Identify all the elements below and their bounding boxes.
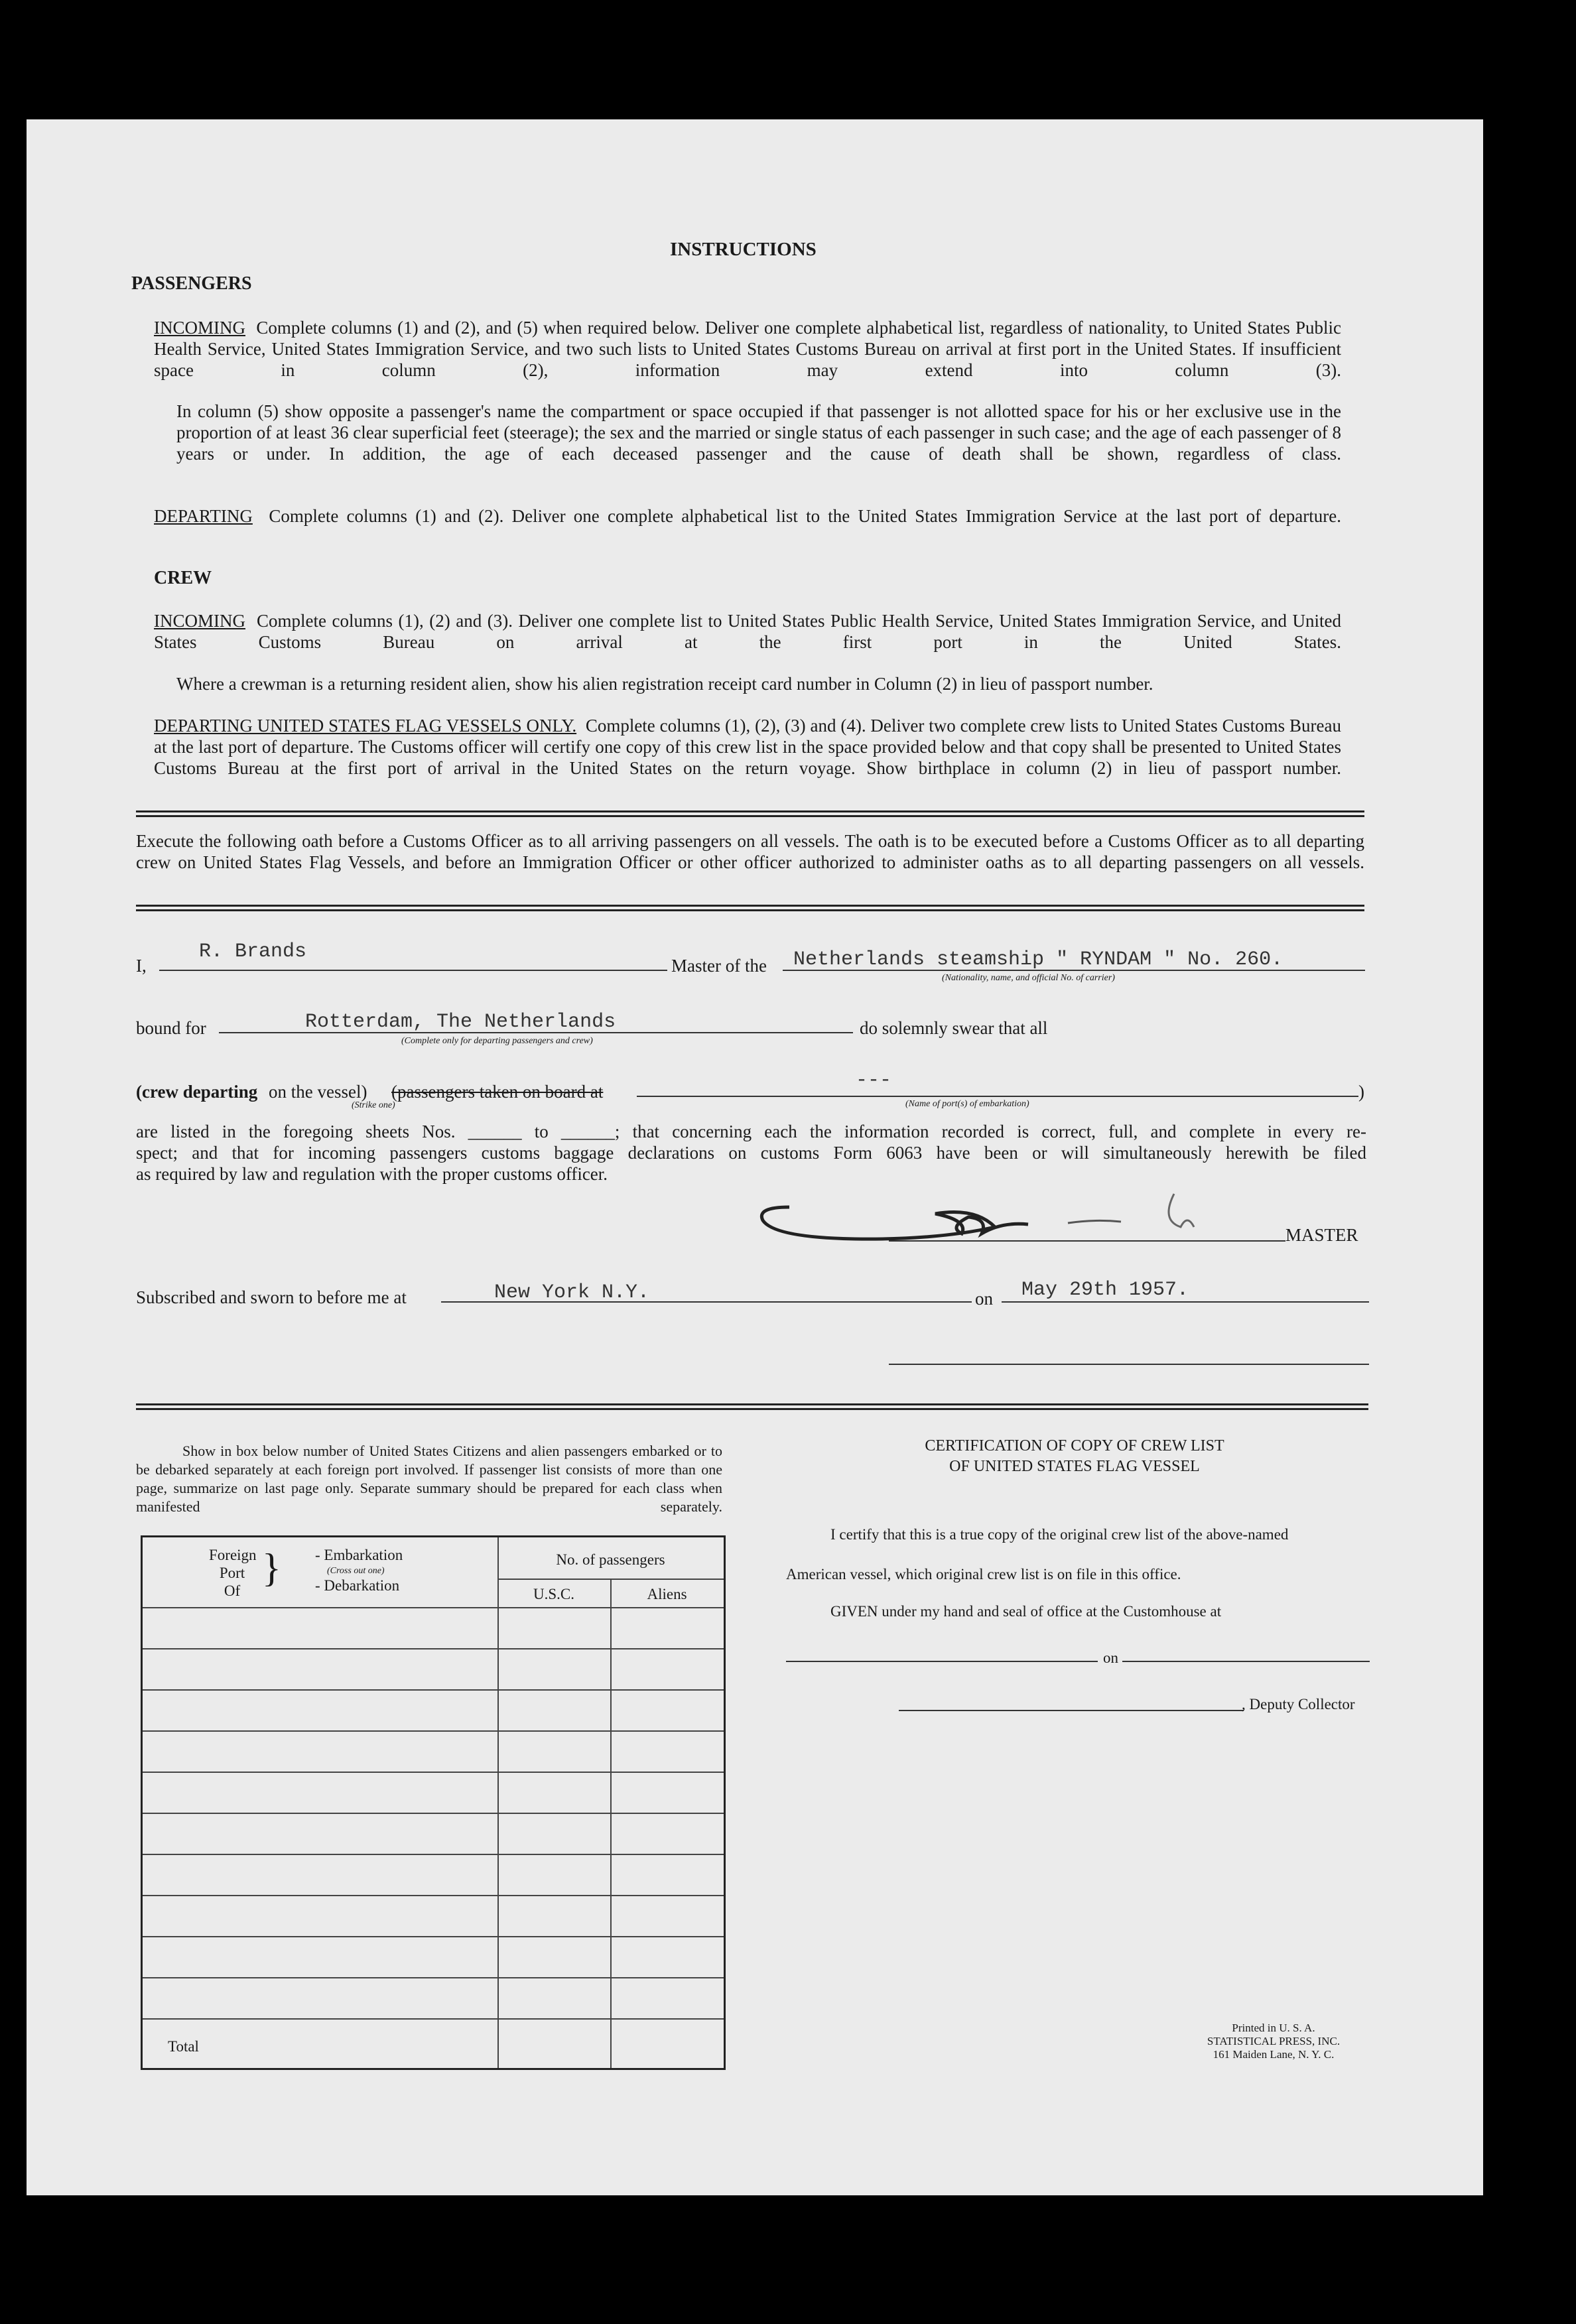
brace-icon: } [262, 1546, 281, 1590]
crewman-paragraph: Where a crewman is a returning resident alien, show his alien registration receipt card number in Column (2) in lieu of passport number. [176, 674, 1153, 694]
bound-for-value[interactable]: Rotterdam, The Netherlands [305, 1011, 616, 1033]
port-line [637, 1096, 1358, 1097]
divider [136, 1403, 1368, 1410]
strike-caption: (Strike one) [352, 1100, 395, 1110]
port-value[interactable]: --- [856, 1069, 892, 1092]
total-label: Total [168, 2038, 199, 2055]
usc-header: U.S.C. [533, 1586, 574, 1602]
close-paren: ) [1358, 1082, 1364, 1102]
crew-departing-label[interactable]: (crew departing [136, 1082, 258, 1102]
summary-instruction: Show in box below number of United States Citizens and alien passengers embarked or to be debarked separately at each foreign port involved. If passenger list consists of more than one page, summarize on last page only. Separate summary should be prepared for each class when manifested separately. [136, 1443, 722, 1515]
signature-line [889, 1240, 1285, 1242]
deputy-line [899, 1710, 1244, 1711]
on-label: on [975, 1289, 993, 1309]
on-vessel-label: on the vessel) [269, 1082, 367, 1102]
printer-imprint: Printed in U. S. A. STATISTICAL PRESS, INC. 161 Maiden Lane, N. Y. C. [1207, 2022, 1341, 2061]
listed-line-1: are listed in the foregoing sheets Nos. ______ to ______; that concerning each the information recorded is correct, full, and complete in every re- [136, 1122, 1366, 1141]
date-line [1122, 1661, 1370, 1662]
divider [136, 810, 1364, 817]
passengers-taken-label[interactable]: (passengers taken on board at [391, 1082, 604, 1102]
master-name-line [159, 970, 667, 971]
departing-label: DEPARTING [154, 506, 253, 526]
departing-us-text: Complete columns (1), (2), (3) and (4). Deliver two complete crew lists to United States Customs Bureau at the last port of departure. The Customs officer will certify one copy of this crew list in the space provided below and that copy shall be presented to United States Customs Bureau at the first port of arrival in the United States on the return voyage. Show birthplace in column (2) in lieu of passport number. [154, 716, 1341, 778]
swear-label: do solemnly swear that all [860, 1018, 1048, 1038]
incoming-text: Complete columns (1) and (2), and (5) when required below. Deliver one complete alphabetical list, regardless of nationality, to United States Public Health Service, United States Immigration Service, and two such lists to United States Customs Bureau on arrival at first port in the United States. If insufficient space in column (2), information may extend into column (3). [154, 318, 1342, 380]
master-label: MASTER [1285, 1225, 1358, 1245]
passengers-heading: PASSENGERS [131, 273, 252, 294]
listed-line-2: spect; and that for incoming passengers customs baggage declarations on customs Form 6063 have been or will simultaneously herewith be filed [136, 1143, 1366, 1163]
departing-text: Complete columns (1) and (2). Deliver one complete alphabetical list to the United States Immigration Service at the last port of departure. [269, 506, 1342, 526]
certification-line-1: I certify that this is a true copy of the original crew list of the above-named [830, 1526, 1289, 1543]
incoming-label: INCOMING [154, 318, 245, 338]
instructions-title: INSTRUCTIONS [670, 239, 817, 260]
passenger-summary-table [141, 1535, 726, 2070]
departing-us-paragraph [154, 715, 1341, 800]
bound-for-label: bound for [136, 1018, 206, 1038]
crew-incoming-paragraph [154, 610, 1341, 674]
vessel-value[interactable]: Netherlands steamship " RYNDAM " No. 260. [793, 948, 1283, 971]
deputy-collector-label: , Deputy Collector [1242, 1696, 1355, 1712]
sworn-date-value[interactable]: May 29th 1957. [1021, 1279, 1189, 1301]
oath-instruction: Execute the following oath before a Customs Officer as to all arriving passengers on all vessels. The oath is to be executed before a Customs Officer as to all departing crew on United States Flag Vessels, and before an Immigration Officer or other officer authorized to administer oaths as to all departing passengers on all vessels. [136, 831, 1364, 872]
bound-caption: (Complete only for departing passengers and crew) [401, 1036, 593, 1046]
passengers-departing-paragraph [154, 505, 1341, 548]
master-of-label: Master of the [671, 956, 767, 976]
aliens-header: Aliens [647, 1586, 687, 1602]
oath-i-label: I, [136, 956, 147, 976]
crew-incoming-text: Complete columns (1), (2) and (3). Deliver one complete list to United States Public Health Service, United States Immigration Service, and United States Customs Bureau on arrival at the first port in the United States. [154, 611, 1342, 652]
passengers-incoming-paragraph [154, 317, 1341, 402]
crew-incoming-label: INCOMING [154, 611, 245, 631]
vessel-caption: (Nationality, name, and official No. of carrier) [942, 973, 1115, 983]
subscribed-label: Subscribed and sworn to before me at [136, 1287, 407, 1307]
officer-signature-line [889, 1364, 1369, 1365]
no-passengers-header: No. of passengers [556, 1551, 665, 1568]
port-caption: (Name of port(s) of embarkation) [905, 1099, 1029, 1109]
sworn-place-value[interactable]: New York N.Y. [494, 1281, 650, 1304]
embarkation-label[interactable]: - Embarkation [315, 1547, 403, 1563]
master-signature [750, 1181, 1254, 1254]
certification-line-3: GIVEN under my hand and seal of office at the Customhouse at [830, 1603, 1222, 1620]
cross-out-label: (Cross out one) [327, 1566, 385, 1576]
divider [136, 905, 1364, 911]
certification-title: CERTIFICATION OF COPY OF CREW LIST OF UNITED STATES FLAG VESSEL [925, 1437, 1224, 1475]
master-name-value[interactable]: R. Brands [199, 940, 307, 963]
sworn-date-line [1002, 1301, 1369, 1303]
certification-on: on [1103, 1649, 1118, 1666]
debarkation-label[interactable]: - Debarkation [315, 1577, 400, 1594]
foreign-header: Foreign Port Of [209, 1547, 257, 1599]
column5-paragraph: In column (5) show opposite a passenger's name the compartment or space occupied if that passenger is not allotted space for his or her exclusive use in the proportion of at least 36 clear superficial feet (steerage); the sex and the married or single status of each passenger in such case; and the age of each passenger of 8 years or under. In addition, the age of each deceased passenger and the cause of death shall be shown, regardless of class. [176, 401, 1341, 464]
customhouse-line [786, 1661, 1098, 1662]
crew-heading: CREW [154, 568, 212, 588]
certification-line-2: American vessel, which original crew list is on file in this office. [786, 1566, 1181, 1582]
listed-line-3: as required by law and regulation with the proper customs officer. [136, 1164, 608, 1184]
departing-us-label: DEPARTING UNITED STATES FLAG VESSELS ONLY. [154, 716, 577, 736]
